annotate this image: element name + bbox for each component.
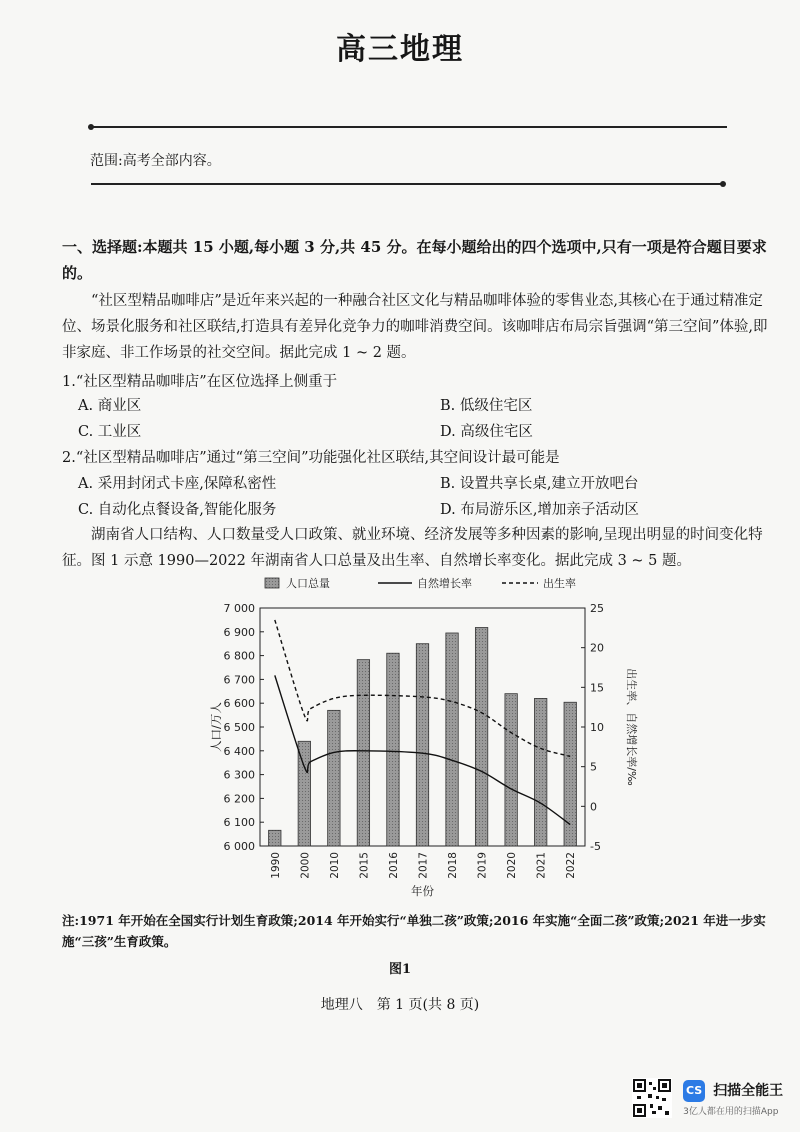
y2-tick-label: -5	[590, 840, 601, 853]
x-tick-label: 2019	[476, 852, 489, 879]
bottom-rule	[91, 183, 723, 185]
scanner-watermark	[632, 1078, 783, 1118]
y2-tick-label: 20	[590, 641, 604, 655]
bar	[446, 633, 458, 846]
figure-caption: 图1	[388, 962, 412, 977]
y-tick-label: 7 000	[223, 602, 255, 615]
passage-coffee	[62, 288, 782, 366]
q2-option-a: A. 采用封闭式卡座,保障私密性	[78, 476, 277, 492]
passage-hunan	[62, 522, 782, 574]
y-tick-label: 6 300	[223, 768, 255, 782]
chart-note: 注:1971 年开始在全国实行计划生育政策;2014 年开始实行“单独二孩”政策;2016 年实施“全面二孩”政策;2021 年进一步实施“三孩”生育政策。	[62, 913, 766, 949]
x-tick-label: 2017	[417, 852, 430, 879]
x-tick-label: 2010	[328, 852, 341, 879]
x-tick-label: 2021	[535, 852, 548, 879]
y-tick-label: 6 800	[223, 649, 255, 663]
bar	[505, 694, 517, 846]
bar	[416, 644, 428, 846]
question-1: 1.“社区型精品咖啡店”在区位选择上侧重于	[62, 374, 338, 390]
y-axis-label: 人口/万人	[209, 702, 223, 752]
q2-option-b: B. 设置共享长桌,建立开放吧台	[440, 476, 639, 492]
y-tick-label: 6 200	[223, 792, 255, 806]
rule-dot-right	[720, 181, 726, 187]
y-tick-label: 6 000	[223, 840, 255, 853]
y2-tick-label: 5	[590, 760, 597, 774]
legend-label: 人口总量	[286, 577, 330, 590]
y2-tick-label: 25	[590, 602, 604, 615]
q2-option-d: D. 布局游乐区,增加亲子活动区	[440, 502, 639, 518]
x-tick-label: 2015	[358, 852, 371, 879]
section-heading: 一、选择题:本题共 15 小题,每小题 3 分,共 45 分。在每小题给出的四个选项中,只有一项是符合题目要求的。	[62, 238, 767, 282]
y-tick-label: 6 100	[223, 816, 255, 830]
bar	[475, 628, 487, 846]
x-tick-label: 1990	[269, 852, 282, 879]
bar	[387, 653, 399, 846]
y-tick-label: 6 400	[223, 744, 255, 758]
bar	[298, 741, 310, 846]
population-chart	[200, 572, 660, 906]
bar	[357, 660, 369, 846]
y2-axis-label: 出生率、自然增长率/‰	[625, 668, 638, 786]
q1-option-b: B. 低级住宅区	[440, 398, 533, 414]
q1-option-a: A. 商业区	[78, 398, 142, 414]
y-tick-label: 6 900	[223, 625, 255, 639]
legend-label: 自然增长率	[417, 577, 472, 590]
scanner-brand: 扫描全能王	[713, 1082, 784, 1099]
qr-code-icon	[632, 1078, 672, 1118]
y-tick-label: 6 500	[223, 721, 255, 734]
top-rule	[91, 126, 727, 128]
bar	[328, 710, 340, 846]
x-tick-label: 2000	[299, 852, 312, 879]
exam-scope: 范围:高考全部内容。	[90, 153, 221, 169]
y-tick-label: 6 700	[223, 673, 255, 687]
bar	[534, 698, 546, 846]
passage-coffee-text: “社区型精品咖啡店”是近年来兴起的一种融合社区文化与精品咖啡体验的零售业态,其核心在于通过精准定位、场景化服务和社区联结,打造具有差异化竞争力的咖啡消费空间。该咖啡店布局宗旨强调“第三空间”体验,即非家庭、非工作场景的社交空间。据此完成 1 ~ 2 题。	[62, 293, 768, 361]
q2-option-c: C. 自动化点餐设备,智能化服务	[78, 502, 277, 518]
y2-tick-label: 10	[590, 721, 604, 734]
q1-option-d: D. 高级住宅区	[440, 424, 533, 440]
chart-svg	[200, 572, 660, 902]
x-tick-label: 2018	[447, 852, 460, 879]
y-tick-label: 6 600	[223, 697, 255, 711]
bar	[269, 830, 281, 846]
cs-logo-icon: CS	[683, 1080, 705, 1102]
page-title: 高三地理	[336, 32, 464, 67]
x-tick-label: 2016	[387, 852, 400, 879]
page-footer: 地理八 第 1 页(共 8 页)	[320, 997, 480, 1013]
scanner-tagline: 3亿人都在用的扫描App	[683, 1107, 779, 1117]
passage-hunan-text: 湖南省人口结构、人口数量受人口政策、就业环境、经济发展等多种因素的影响,呈现出明显的时间变化特征。图 1 示意 1990—2022 年湖南省人口总量及出生率、自然增长率变化。据此完成 3 ~ 5 题。	[62, 527, 763, 569]
q1-option-c: C. 工业区	[78, 424, 142, 440]
x-tick-label: 2022	[565, 852, 578, 879]
question-2: 2.“社区型精品咖啡店”通过“第三空间”功能强化社区联结,其空间设计最可能是	[62, 450, 560, 466]
y2-tick-label: 15	[590, 681, 604, 695]
legend-bar-swatch	[265, 578, 279, 588]
legend-label: 出生率	[543, 577, 576, 590]
x-axis-label: 年份	[411, 884, 434, 898]
x-tick-label: 2020	[506, 852, 519, 879]
y2-tick-label: 0	[590, 800, 597, 814]
